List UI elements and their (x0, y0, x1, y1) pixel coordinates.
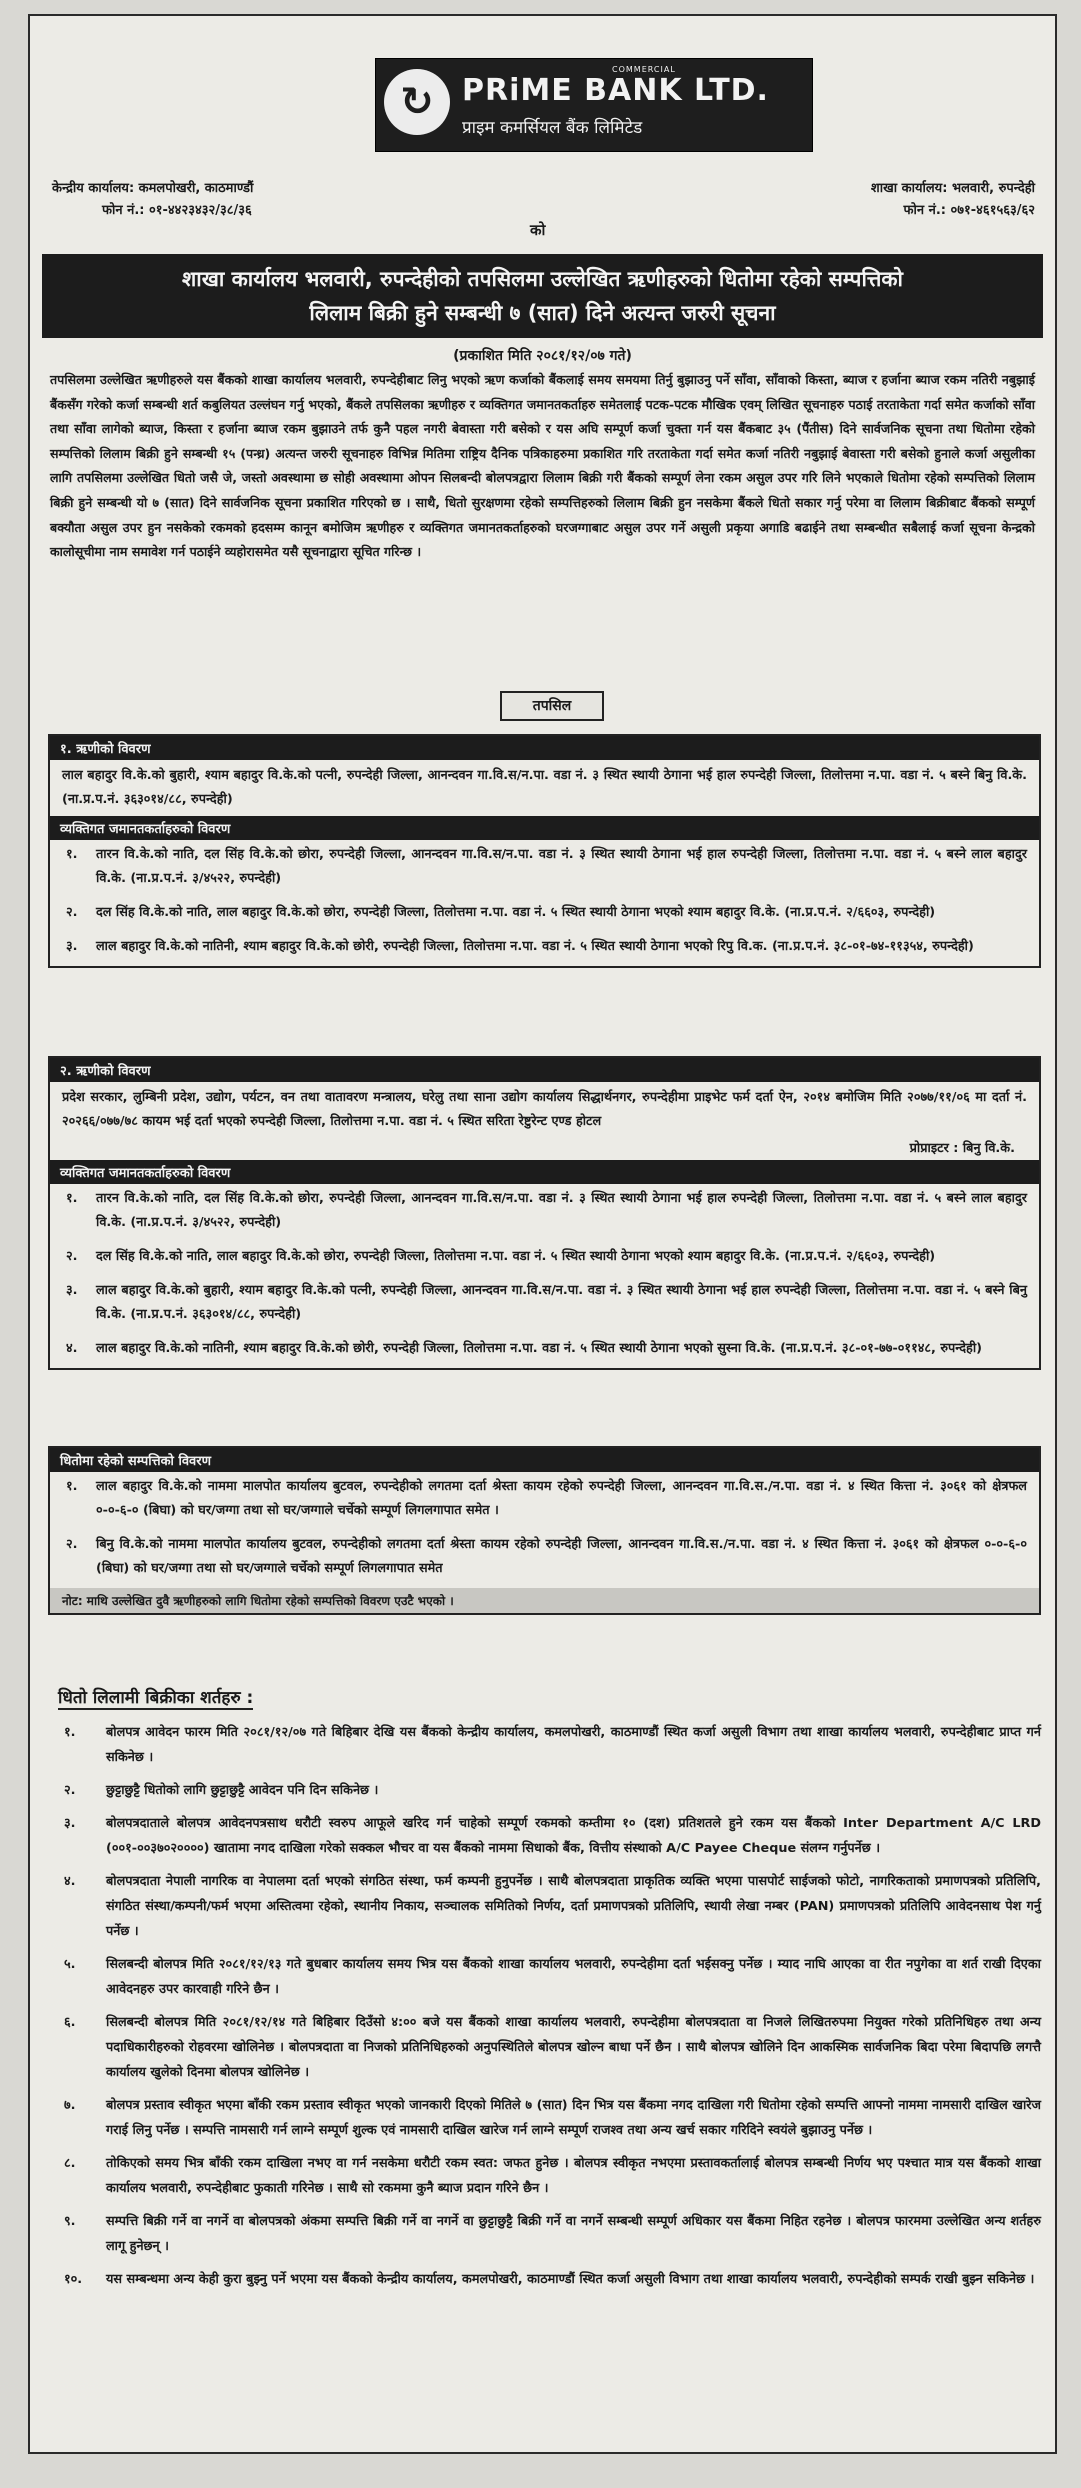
condition-item (56, 2151, 1041, 2201)
notice-title (42, 254, 1043, 338)
item-number: १. (66, 847, 78, 862)
item-number: २. (66, 1249, 78, 1264)
item-text: बिनु वि.के.को नाममा मालपोत कार्यालय बुटवल, रुपन्देहीको लगतमा दर्ता श्रेस्ता कायम रहेको रुपन्देही जिल्ला, आनन्दवन गा.वि.स./न.पा. वडा नं. ४ स्थित कित्ता नं. ३०६१ को क्षेत्रफल ०-०-६-० (बिघा) को घर/जग्गा तथा सो घर/जग्गाले चर्चेको सम्पूर्ण लिगलगापात समेत (96, 1537, 1027, 1576)
item-text: लाल बहादुर वि.के.को नातिनी, श्याम बहादुर वि.के.को छोरी, रुपन्देही जिल्ला, तिलोत्तमा न.पा. वडा नं. ५ स्थित स्थायी ठेगाना भएको सुस्ना वि.के. (ना.प्र.प.नं. ३८-०१-७७-०११४८, रुपन्देही) (96, 1341, 982, 1356)
condition-item (56, 1720, 1041, 1770)
bank-logo-commercial: COMMERCIAL (612, 65, 676, 74)
condition-item (56, 1778, 1041, 1803)
item-text: दल सिंह वि.के.को नाति, लाल बहादुर वि.के.को छोरा, रुपन्देही जिल्ला, तिलोत्तमा न.पा. वडा नं. ५ स्थित स्थायी ठेगाना भएको श्याम बहादुर वि.के. (ना.प्र.प.नं. २/६६०३, रुपन्देही) (96, 905, 936, 920)
borrower2-guarantor-heading: व्यक्तिगत जमानतकर्ताहरुको विवरण (50, 1160, 1039, 1184)
intro-paragraph: तपसिलमा उल्लेखित ऋणीहरुले यस बैंकको शाखा कार्यालय भलवारी, रुपन्देहीबाट लिनु भएको ऋण कर्जाको बैंकलाई समय समयमा तिर्नु बुझाउनु पर्ने साँवा, साँवाको किस्ता, ब्याज र हर्जाना ब्याज रकम नतिरी नबुझाई बैंकसँग गरेको कर्जा सम्बन्धी शर्त कबुलियत उल्लंघन गर्नु भएको, बैंकले तपसिलका ऋणीहरु र व्यक्तिगत जमानतकर्ताहरु समेतलाई पटक-पटक मौखिक एवम् लिखित सूचनाहरु पठाई तरताकेता गर्दा समेत कर्जाको साँवा तथा साँवा लागेको ब्याज, किस्ता र हर्जाना ब्याज रकम बुझाउने तर्फ कुनै पहल नगरी बेवास्ता गरी बसेको र यस अघि सम्पूर्ण कर्जा चुक्ता गर्न यस बैंकबाट ३५ (पैंतीस) दिने सार्वजनिक सूचना तथा धितोमा रहेको सम्पत्तिको लिलाम बिक्री हुने सम्बन्धी १५ (पन्ध्र) अत्यन्त जरुरी सूचनाहरु विभिन्न मितिमा राष्ट्रिय दैनिक पत्रिकाहरुमा प्रकाशित गरि तरताकेता गर्दा समेत कर्जा नतिरी नबुझाई बेवास्ता गरी बसेको हुनाले कर्जा असुलीका लागि तपसिलमा उल्लेखित धितो जसै जे, जस्तो अवस्थामा छ सोही अवस्थामा ओपन सिलबन्दी बोलपत्रद्वारा लिलाम बिक्री गरी बैंकको सम्पूर्ण लेना रकम असुल उपर गरि लिने भएकाले धितोमा रहेको सम्पत्तिको लिलाम बिक्री हुने सम्बन्धी यो ७ (सात) दिने सार्वजनिक सूचना प्रकाशित गरिएको छ । साथै, धितो सुरक्षणमा रहेको सम्पत्तिहरुको लिलाम बिक्री हुन नसकेमा बैंकले धितो सकार गर्नु परेमा वा लिलाम बिक्रीबाट बैंकको सम्पूर्ण बक्यौता असुल उपर हुन नसकेको रकमको हदसम्म कानून बमोजिम ऋणीहरु र व्यक्तिगत जमानतकर्ताहरुको घरजग्गाबाट असुल उपर गर्ने असुली प्रकृया अगाडि बढाईने तथा सम्बन्धीत सबैलाई कर्जा सूचना केन्द्रको कालोसूचीमा नाम समावेश गर्न पठाईने व्यहोरासमेत यसै सूचनाद्वारा सूचित गरिन्छ । (50, 372, 1035, 560)
item-number: २. (66, 1537, 78, 1552)
condition-item (56, 2209, 1041, 2259)
item-text: लाल बहादुर वि.के.को बुहारी, श्याम बहादुर वि.के.को पत्नी, रुपन्देही जिल्ला, आनन्दवन गा.वि.स/न.पा. वडा नं. ३ स्थित स्थायी ठेगाना भई हाल रुपन्देही जिल्ला, तिलोत्तमा न.पा. वडा नं. ५ बस्ने बिनु वि.के. (ना.प्र.प.नं. ३६३०१४/८८, रुपन्देही) (96, 1283, 1027, 1322)
condition-item (56, 2267, 1041, 2292)
item-number: ४. (64, 1874, 76, 1889)
item-number: १. (66, 1191, 78, 1206)
bank-name: PRiME BANK LTD. (462, 73, 769, 108)
branch-office (780, 178, 1035, 222)
central-office-phone: फोन नं.: ०१-४४२३४३२/३८/३६ (102, 203, 252, 218)
central-office (52, 178, 253, 222)
collateral-note: नोट: माथि उल्लेखित दुवै ऋणीहरुको लागि धितोमा रहेको सम्पत्तिको विवरण एउटै भएको । (50, 1588, 1039, 1613)
item-text: लाल बहादुर वि.के.को नातिनी, श्याम बहादुर वि.के.को छोरी, रुपन्देही जिल्ला, तिलोत्तमा न.पा. वडा नं. ५ स्थित स्थायी ठेगाना भएको रिपु वि.क. (ना.प्र.प.नं. ३८-०१-७४-११३५४, रुपन्देही) (96, 939, 974, 954)
condition-item (56, 1811, 1041, 1861)
branch-office-phone: फोन नं.: ०७१-४६१५६३/६२ (903, 203, 1035, 218)
borrower1-guarantor (50, 932, 1039, 966)
conditions-list (56, 1720, 1041, 2292)
item-number: ६. (64, 2015, 76, 2030)
borrower2-guarantor (50, 1242, 1039, 1276)
borrower1-heading: १. ऋणीको विवरण (50, 736, 1039, 760)
condition-item (56, 2093, 1041, 2143)
item-text: छुट्टाछुट्टै धितोको लागि छुट्टाछुट्टै आवेदन पनि दिन सकिनेछ । (106, 1783, 379, 1798)
item-number: ९. (64, 2214, 76, 2229)
borrower2-guarantor (50, 1334, 1039, 1368)
item-text: सम्पत्ति बिक्री गर्ने वा नगर्ने वा बोलपत्रको अंकमा सम्पत्ति बिक्री गर्ने वा नगर्ने वा छुट्टाछुट्टै बिक्री गर्ने वा नगर्ने सम्बन्धी सम्पूर्ण अधिकार यस बैंकमा निहित रहनेछ । बोलपत्र फारममा उल्लेखित अन्य शर्तहरु लागू हुनेछन् । (106, 2214, 1041, 2254)
item-number: ५. (64, 1957, 76, 1972)
item-text: सिलबन्दी बोलपत्र मिति २०८१/१२/१३ गते बुधबार कार्यालय समय भित्र यस बैंकको शाखा कार्यालय भलवारी, रुपन्देहीमा दर्ता भईसक्नु पर्नेछ । म्याद नाघि आएका वा रीत नपुगेका वा शर्त राखी दिएका आवेदनहरु उपर कारवाही गरिने छैन । (106, 1957, 1041, 1997)
bank-logo (375, 58, 813, 152)
borrower1-guarantor (50, 898, 1039, 932)
item-number: ३. (66, 1283, 78, 1298)
bank-logo-icon: ↻ (384, 69, 450, 135)
collateral-item (50, 1472, 1039, 1530)
condition-item (56, 2010, 1041, 2085)
item-number: २. (64, 1783, 76, 1798)
ko-text: को (530, 221, 546, 239)
condition-item (56, 1869, 1041, 1944)
item-text: सिलबन्दी बोलपत्र मिति २०८१/१२/१४ गते बिहिबार दिउँसो ४:०० बजे यस बैंकको शाखा कार्यालय भलवारी, रुपन्देहीमा बोलपत्रदाता वा निजले लिखितरुपमा नियुक्त गरेको प्रतिनिधिहरु तथा अन्य पदाधिकारीहरुको रोहवरमा खोलिनेछ । बोलपत्रदाता वा निजको प्रतिनिधिहरुको अनुपस्थितिले बोलपत्र खोल्न बाधा पर्ने छैन । साथै बोलपत्र खोलिने दिन आकस्मिक सार्वजनिक बिदा परेमा बिदापछि लगत्तै कार्यालय खुलेको दिनमा बोलपत्र खोलिनेछ । (106, 2015, 1041, 2080)
item-text: बोलपत्र प्रस्ताव स्वीकृत भएमा बाँकी रकम प्रस्ताव स्वीकृत भएको जानकारी दिएको मितिले ७ (सात) दिन भित्र यस बैंकमा नगद दाखिला गरी धितोमा रहेको सम्पत्ति आफ्नो नाममा नामसारी दाखिल खारेज गराई लिनु पर्नेछ । सम्पत्ति नामसारी गर्न लाग्ने सम्पूर्ण शुल्क एवं नामसारी दाखिल खारेज गर्न लाग्ने सम्पूर्ण राजश्व तथा अन्य खर्च सकार गरिदिने स्वयंले बुझाउनु पर्नेछ । (106, 2098, 1041, 2138)
item-number: १०. (64, 2272, 83, 2287)
bank-name-nepali: प्राइम कमर्सियल बैंक लिमिटेड (462, 118, 643, 138)
borrower2-text: प्रदेश सरकार, लुम्बिनी प्रदेश, उद्योग, पर्यटन, वन तथा वातावरण मन्त्रालय, घरेलु तथा साना उद्योग कार्यालय सिद्धार्थनगर, रुपन्देहीमा प्राइभेट फर्म दर्ता ऐन, २०१४ बमोजिम मिति २०७७/११/०६ मा दर्ता नं. २०२६६/०७७/७८ कायम भई दर्ता भएको रुपन्देही जिल्ला, तिलोत्तमा न.पा. वडा नं. ५ स्थित सरिता रेष्टुरेन्ट एण्ड होटल (62, 1090, 1027, 1129)
borrower2-heading: २. ऋणीको विवरण (50, 1058, 1039, 1082)
collateral-item (50, 1530, 1039, 1588)
borrower2-guarantor (50, 1184, 1039, 1242)
borrower1-guarantor-heading: व्यक्तिगत जमानतकर्ताहरुको विवरण (50, 816, 1039, 840)
item-text: बोलपत्रदाताले बोलपत्र आवेदनपत्रसाथ धरौटी स्वरुप आफूले खरिद गर्न चाहेको सम्पूर्ण रकमको कम्तीमा १० (दश) प्रतिशतले हुने रकम यस बैंकको Inter Department A/C LRD (००१-००३७०२००००) खातामा नगद दाखिला गरेको सक्कल भौचर वा यस बैंकको नाममा सिधाको बैंक, वित्तीय संस्थाको A/C Payee Cheque संलग्न गर्नुपर्नेछ । (106, 1816, 1041, 1856)
item-text: बोलपत्रदाता नेपाली नागरिक वा नेपालमा दर्ता भएको संगठित संस्था, फर्म कम्पनी हुनुपर्नेछ । साथै बोलपत्रदाता प्राकृतिक व्यक्ति भएमा पासपोर्ट साईजको फोटो, नागरिकताको प्रमाणपत्रको प्रतिलिपि, संगठित संस्था/कम्पनी/फर्म भएमा अस्तित्वमा रहेको, स्थानीय निकाय, सञ्चालक समितिको निर्णय, दर्ता प्रमाणपत्रको प्रतिलिपि, स्थायी लेखा नम्बर (PAN) प्रमाणपत्रको प्रतिलिपि आवेदनसाथ पेश गर्नु पर्नेछ । (106, 1874, 1041, 1939)
publication-date: (प्रकाशित मिति २०८१/१२/०७ गते) (453, 348, 632, 364)
item-number: १. (64, 1725, 76, 1740)
borrower1-guarantor (50, 840, 1039, 898)
item-text: लाल बहादुर वि.के.को नाममा मालपोत कार्यालय बुटवल, रुपन्देहीको लगतमा दर्ता श्रेस्ता कायम रहेको रुपन्देही जिल्ला, आनन्दवन गा.वि.स./न.पा. वडा नं. ४ स्थित कित्ता नं. ३०६१ को क्षेत्रफल ०-०-६-० (बिघा) को घर/जग्गा तथा सो घर/जग्गाले चर्चेको सम्पूर्ण लिगलगापात समेत । (96, 1479, 1027, 1518)
item-number: ७. (64, 2098, 76, 2113)
item-text: तारन वि.के.को नाति, दल सिंह वि.के.को छोरा, रुपन्देही जिल्ला, आनन्दवन गा.वि.स/न.पा. वडा नं. ३ स्थित स्थायी ठेगाना भई हाल रुपन्देही जिल्ला, तिलोत्तमा न.पा. वडा नं. ५ बस्ने लाल बहादुर वि.के. (ना.प्र.प.नं. ३/४५२२, रुपन्देही) (96, 847, 1027, 886)
item-text: तारन वि.के.को नाति, दल सिंह वि.के.को छोरा, रुपन्देही जिल्ला, आनन्दवन गा.वि.स/न.पा. वडा नं. ३ स्थित स्थायी ठेगाना भई हाल रुपन्देही जिल्ला, तिलोत्तमा न.पा. वडा नं. ५ बस्ने लाल बहादुर वि.के. (ना.प्र.प.नं. ३/४५२२, रुपन्देही) (96, 1191, 1027, 1230)
central-office-label: केन्द्रीय कार्यालय: कमलपोखरी, काठमाण्डौं (52, 181, 254, 196)
borrower2-proprietor: प्रोप्राइटर : बिनु वि.के. (909, 1141, 1015, 1156)
item-text: यस सम्बन्धमा अन्य केही कुरा बुझ्नु पर्ने भएमा यस बैंकको केन्द्रीय कार्यालय, कमलपोखरी, काठमाण्डौं स्थित कर्जा असुली विभाग तथा शाखा कार्यालय भलवारी, रुपन्देहीको सम्पर्क राखी बुझ्न सकिनेछ । (106, 2272, 1035, 2287)
item-number: २. (66, 905, 78, 920)
item-number: ४. (66, 1341, 78, 1356)
borrower1-text: लाल बहादुर वि.के.को बुहारी, श्याम बहादुर वि.के.को पत्नी, रुपन्देही जिल्ला, आनन्दवन गा.वि.स/न.पा. वडा नं. ३ स्थित स्थायी ठेगाना भई हाल रुपन्देही जिल्ला, तिलोत्तमा न.पा. वडा नं. ५ बस्ने बिनु वि.के. (ना.प्र.प.नं. ३६३०१४/८८, रुपन्देही) (62, 768, 1027, 807)
item-number: ३. (66, 939, 78, 954)
item-number: ८. (64, 2156, 76, 2171)
notice-title-line2: लिलाम बिक्री हुने सम्बन्धी ७ (सात) दिने अत्यन्त जरुरी सूचना (309, 301, 776, 325)
borrower2-section (48, 1056, 1041, 1370)
item-text: बोलपत्र आवेदन फारम मिति २०८१/१२/०७ गते बिहिबार देखि यस बैंकको केन्द्रीय कार्यालय, कमलपोखरी, काठमाण्डौं स्थित कर्जा असुली विभाग तथा शाखा कार्यालय भलवारी, रुपन्देहीबाट प्राप्त गर्न सकिनेछ । (106, 1725, 1041, 1765)
collateral-heading: धितोमा रहेको सम्पत्तिको विवरण (50, 1448, 1039, 1472)
item-text: तोकिएको समय भित्र बाँकी रकम दाखिला नभए वा गर्न नसकेमा धरौटी रकम स्वत: जफत हुनेछ । बोलपत्र स्वीकृत नभएमा प्रस्तावकर्तालाई बोलपत्र सम्बन्धी निर्णय भए पश्चात मात्र यस बैंकको शाखा कार्यालय भलवारी, रुपन्देहीबाट फुकाती गरिनेछ । साथै सो रकममा कुनै ब्याज प्रदान गरिने छैन । (106, 2156, 1041, 2196)
borrower2-guarantor (50, 1276, 1039, 1334)
borrower1-section (48, 734, 1041, 968)
condition-item (56, 1952, 1041, 2002)
notice-page (28, 14, 1057, 2454)
collateral-section (48, 1446, 1041, 1615)
conditions-title: धितो लिलामी बिक्रीका शर्तहरु : (58, 1685, 253, 1710)
branch-office-label: शाखा कार्यालय: भलवारी, रुपन्देही (870, 181, 1035, 196)
item-number: ३. (64, 1816, 76, 1831)
tapsil-label: तपसिल (500, 691, 604, 721)
notice-title-line1: शाखा कार्यालय भलवारी, रुपन्देहीको तपसिलमा उल्लेखित ऋणीहरुको धितोमा रहेको सम्पत्तिको (182, 267, 903, 291)
item-text: दल सिंह वि.के.को नाति, लाल बहादुर वि.के.को छोरा, रुपन्देही जिल्ला, तिलोत्तमा न.पा. वडा नं. ५ स्थित स्थायी ठेगाना भएको श्याम बहादुर वि.के. (ना.प्र.प.नं. २/६६०३, रुपन्देही) (96, 1249, 936, 1264)
item-number: १. (66, 1479, 78, 1494)
